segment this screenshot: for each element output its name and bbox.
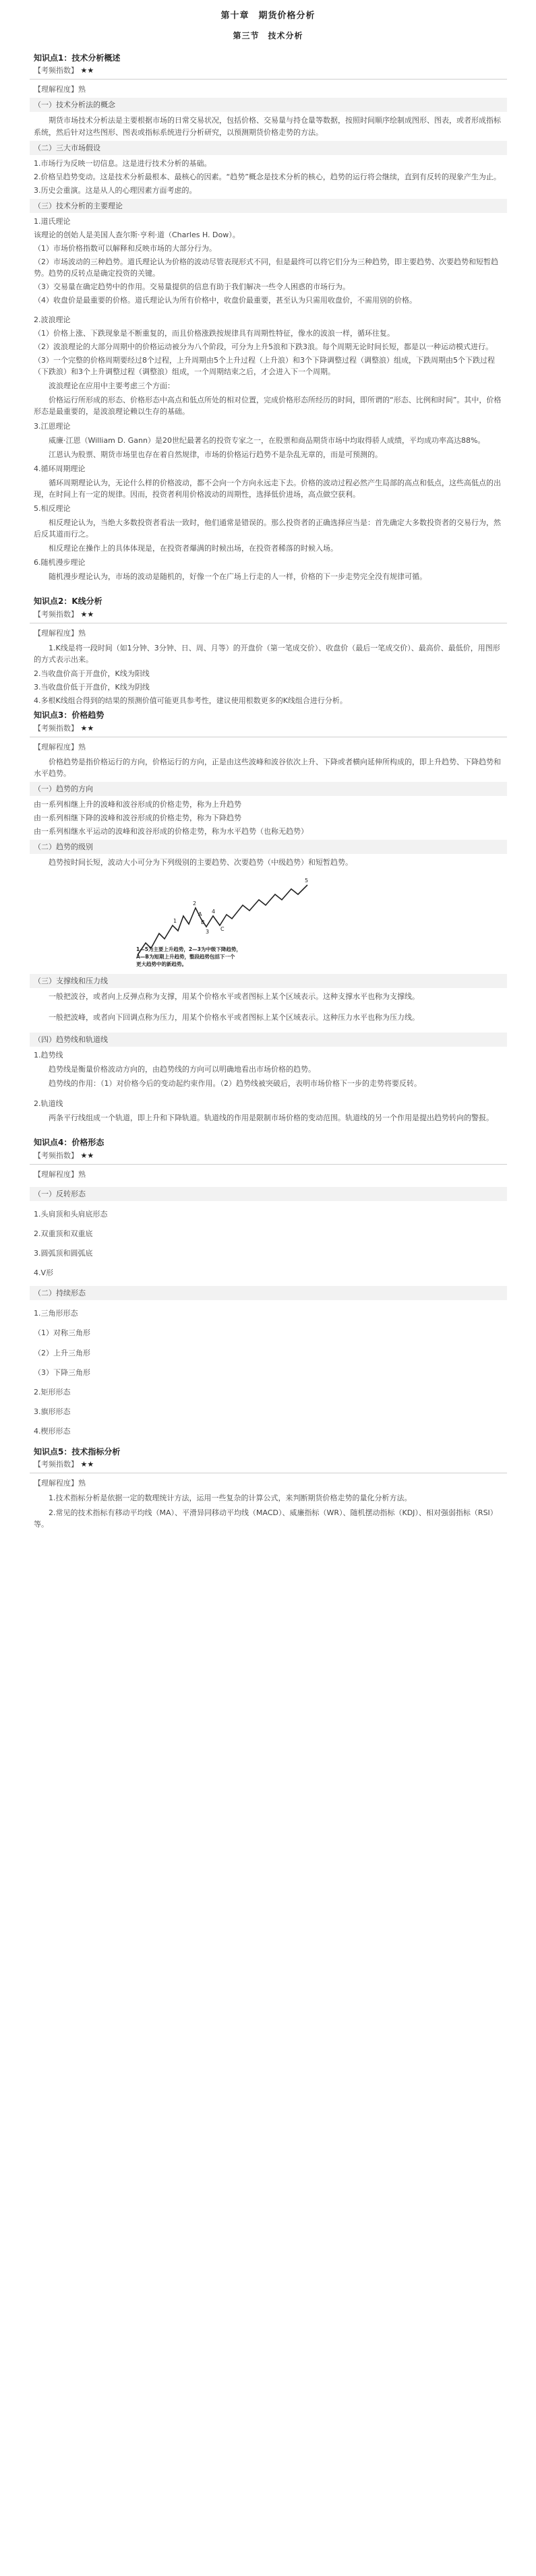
text-line: 4.循环周期理论 bbox=[34, 464, 86, 473]
star-rating: ★★ bbox=[80, 723, 94, 733]
text-line: 趋势线的作用：（1）对价格今后的变动起约束作用。（2）趋势线被突破后，表明市场价格下一步的走势将要反转。 bbox=[49, 1079, 421, 1088]
knowledge-point-body bbox=[30, 1492, 507, 1530]
text-line: 3.江恩理论 bbox=[34, 421, 71, 431]
text-line: 波浪理论在应用中主要考虑三个方面： bbox=[49, 381, 175, 391]
text-line: 2.常见的技术指标有移动平均线（MA）、平滑异同移动平均线（MACD）、威廉指标（WR）、随机摆动指标（KDJ）、相对强弱指标（RSI）等。 bbox=[34, 1508, 498, 1529]
text-line: 6.随机漫步理论 bbox=[34, 557, 86, 567]
text-line: 1.市场行为反映一切信息。这是进行技术分析的基础。 bbox=[34, 158, 212, 168]
exam-frequency bbox=[30, 1459, 507, 1470]
chapter-title: 第十章 期货价格分析 bbox=[220, 11, 316, 21]
knowledge-point-1 bbox=[30, 51, 507, 583]
knowledge-point-body bbox=[30, 974, 507, 1124]
divider bbox=[30, 79, 507, 80]
text-line: 3.旗形形态 bbox=[34, 1407, 71, 1416]
spacer bbox=[30, 1025, 507, 1031]
text-line: （3）下降三角形 bbox=[34, 1368, 90, 1377]
knowledge-point-title: 知识点5：技术指标分析 bbox=[34, 1446, 121, 1456]
text-line: 期货市场技术分析法是主要根据市场的日常交易状况，包括价格、交易量与持仓量等数据，按照时间顺序绘制成图形、图表，或者形成指标系统，然后针对这些图形、图表或指标系统进行分析研究，以预测期货价格走势的方法。 bbox=[34, 116, 501, 137]
subsection-heading: （一）反转形态 bbox=[30, 1187, 507, 1201]
spacer bbox=[30, 1004, 507, 1010]
text-line: 由一系列相继上升的波峰和波谷形成的价格走势，称为上升趋势 bbox=[34, 799, 241, 809]
text-line: （2）波浪理论的大部分周期中的价格运动被分为八个阶段，可分为上升5浪和下跌3浪。每个周期无论时间长短，都是以一种运动模式进行。 bbox=[34, 342, 493, 352]
knowledge-point-title: 知识点4：价格形态 bbox=[34, 1138, 105, 1148]
subsection-heading: （三）支撑线和压力线 bbox=[30, 974, 507, 988]
text-line: 由一系列相继水平运动的波峰和波谷形成的价格走势，称为水平趋势（也称无趋势） bbox=[34, 826, 308, 836]
text-line: 相反理论认为，当绝大多数投资者看法一致时，他们通常是错误的。那么投资者的正确选择应当是：首先确定大多数投资者的交易行为，然后反其道而行之。 bbox=[34, 518, 501, 539]
knowledge-point-title: 知识点3：价格趋势 bbox=[34, 710, 105, 720]
text-line: 3.圆弧顶和圆弧底 bbox=[34, 1249, 93, 1258]
text-line: 1.技术指标分析是依据一定的数理统计方法，运用一些复杂的计算公式，来判断期货价格走势的量化分析方法。 bbox=[49, 1494, 412, 1503]
knowledge-point-body bbox=[30, 98, 507, 583]
text-line: 2.双重顶和双重底 bbox=[34, 1229, 93, 1239]
mastery-level: 【理解程度】熟 bbox=[34, 742, 86, 752]
text-line: 4.多根K线组合得到的结果的预测价值可能更具参考性，建议使用根数更多的K线组合进行分析。 bbox=[34, 696, 347, 705]
text-line: 江恩认为股票、期货市场里也存在着自然规律，市场的价格运行趋势不是杂乱无章的，而是可预测的。 bbox=[49, 450, 382, 459]
subsection-heading: （四）趋势线和轨道线 bbox=[30, 1033, 507, 1047]
text-line: （2）市场波动的三种趋势。道氏理论认为价格的波动尽管表现形式不同，但是最终可以将它们分为三种趋势，即主要趋势、次要趋势和短暂趋势。趋势的反转点是确定投资的关键。 bbox=[34, 257, 498, 278]
knowledge-point-body bbox=[30, 756, 507, 869]
mastery-level: 【理解程度】熟 bbox=[34, 628, 86, 638]
text-line: 威廉·江恩（William D. Gann）是20世纪最著名的投资专家之一，在股票和商品期货市场中均取得骄人成绩，平均成功率高达88%。 bbox=[49, 435, 485, 445]
knowledge-point-body bbox=[30, 642, 507, 707]
mastery-level: 【理解程度】熟 bbox=[34, 1170, 86, 1179]
text-line: （1）价格上涨、下跌现象是不断重复的，而且价格涨跌按规律具有周期性特征，像水的波浪一样，循环往复。 bbox=[34, 329, 394, 338]
mastery-level: 【理解程度】熟 bbox=[34, 1479, 86, 1488]
text-line: 2.轨道线 bbox=[34, 1099, 63, 1109]
text-line: 3.当收盘价低于开盘价，K线为阴线 bbox=[34, 682, 150, 692]
exam-frequency bbox=[30, 1150, 507, 1161]
text-line: 该理论的创始人是美国人查尔斯·亨利·道（Charles H. Dow）。 bbox=[34, 230, 240, 239]
text-line: 1.头肩顶和头肩底形态 bbox=[34, 1210, 108, 1219]
spacer bbox=[30, 307, 507, 313]
spacer bbox=[30, 1091, 507, 1097]
subsection-heading: （二）三大市场假设 bbox=[30, 141, 507, 155]
text-line: 2.波浪理论 bbox=[34, 315, 71, 325]
text-line: 相反理论在操作上的具体体现是，在投资者爆满的时候出场，在投资者稀落的时候入场。 bbox=[49, 543, 338, 553]
knowledge-point-5 bbox=[30, 1444, 507, 1531]
exam-frequency bbox=[30, 609, 507, 620]
text-line: 循环周期理论认为，无论什么样的价格波动，都不会向一个方向永远走下去。价格的波动过程必然产生局部的高点和低点，这些高低点的出现，在时间上有一定的规律。因而，投资者利用价格波动的周期性，选择低价进场，高点做空获利。 bbox=[34, 478, 501, 499]
wave-label-1: 1 bbox=[173, 918, 177, 925]
text-line: （2）上升三角形 bbox=[34, 1348, 90, 1357]
exam-frequency bbox=[30, 723, 507, 734]
text-line: 1.K线是将一段时间（如1分钟、3分钟、日、周、月等）的开盘价（第一笔成交价）、收盘价（最后一笔成交价）、最高价、最低价，用图形的方式表示出来。 bbox=[34, 643, 500, 664]
text-line: 4.楔形形态 bbox=[34, 1426, 71, 1436]
knowledge-point-title: 知识点2：K线分析 bbox=[34, 596, 102, 607]
trend-wave-diagram bbox=[131, 876, 374, 970]
diagram-caption-line: 更大趋势中的新趋势。 bbox=[136, 961, 187, 968]
divider bbox=[30, 1164, 507, 1165]
wave-label-3: 3 bbox=[206, 929, 210, 936]
text-line: （3）交易量在确定趋势中的作用。交易量提供的信息有助于我们解决一些令人困惑的市场行为。 bbox=[34, 282, 350, 292]
exam-frequency-label: 【考频指数】 bbox=[34, 723, 78, 733]
knowledge-point-title: 知识点1：技术分析概述 bbox=[34, 53, 121, 63]
text-line: （1）对称三角形 bbox=[34, 1328, 90, 1338]
star-rating: ★★ bbox=[80, 66, 94, 75]
knowledge-point-2 bbox=[30, 594, 507, 707]
text-line: 一般把波谷，或者向上反弹点称为支撑，用某个价格水平或者图标上某个区域表示。这种支撑水平也称为支撑线。 bbox=[49, 992, 419, 1002]
wave-label-2: 2 bbox=[193, 900, 197, 907]
text-line: 1.三角形形态 bbox=[34, 1309, 78, 1318]
wave-chart bbox=[131, 876, 374, 970]
star-rating: ★★ bbox=[80, 1151, 94, 1161]
subsection-heading: （二）趋势的级别 bbox=[30, 840, 507, 854]
knowledge-point-4 bbox=[30, 1135, 507, 1437]
star-rating: ★★ bbox=[80, 609, 94, 619]
text-line: （1）市场价格指数可以解释和反映市场的大部分行为。 bbox=[34, 243, 216, 253]
text-line: 趋势线是衡量价格波动方向的，由趋势线的方向可以明确地看出市场价格的趋势。 bbox=[49, 1065, 316, 1074]
text-line: 2.矩形形态 bbox=[34, 1387, 71, 1397]
subsection-heading: （一）趋势的方向 bbox=[30, 782, 507, 796]
text-line: 2.价格呈趋势变动。这是技术分析最根本、最核心的因素。“趋势”概念是技术分析的核心，趋势的运行将会继续，直到有反转的现象产生为止。 bbox=[34, 172, 501, 181]
subsection-heading: （二）持续形态 bbox=[30, 1286, 507, 1300]
exam-frequency bbox=[30, 65, 507, 76]
diagram-caption-line: 1—5为主要上升趋势，2—3为中级下降趋势， bbox=[136, 946, 241, 953]
text-line: 4.V形 bbox=[34, 1268, 54, 1278]
text-line: 随机漫步理论认为，市场的波动是随机的，好像一个在广场上行走的人一样，价格的下一步走势完全没有规律可循。 bbox=[49, 572, 427, 582]
subsection-heading: （一）技术分析法的概念 bbox=[30, 98, 507, 112]
subsection-heading: （三）技术分析的主要理论 bbox=[30, 199, 507, 213]
exam-frequency-label: 【考频指数】 bbox=[34, 66, 78, 75]
section-title: 第三节 技术分析 bbox=[233, 31, 303, 41]
wave-label-4: 4 bbox=[212, 909, 216, 915]
text-line: 价格运行所形成的形态、价格形态中高点和低点所处的相对位置，完成价格形态所经历的时间，即所谓的“形态、比例和时间”。其中，价格形态是最重要的，是波浪理论赖以生存的基础。 bbox=[34, 396, 502, 417]
wave-line bbox=[138, 885, 307, 955]
diagram-caption-line: A—B为短期上升趋势，整段趋势包括下一个 bbox=[136, 954, 235, 960]
exam-frequency-label: 【考频指数】 bbox=[34, 1460, 78, 1469]
wave-label-b: B bbox=[201, 919, 205, 926]
knowledge-point-3 bbox=[30, 708, 507, 1124]
knowledge-point-body bbox=[30, 1187, 507, 1438]
text-line: 一般把波峰，或者向下回调点称为压力，用某个价格水平或者图标上某个区域表示。这种压力水平也称为压力线。 bbox=[49, 1013, 419, 1022]
text-line: 1.道氏理论 bbox=[34, 216, 71, 226]
text-line: 3.历史会重演。这是从人的心理因素方面考虑的。 bbox=[34, 185, 197, 195]
text-line: 5.相反理论 bbox=[34, 503, 71, 513]
text-line: 价格趋势是指价格运行的方向，价格运行的方向，正是由这些波峰和波谷依次上升、下降或者横向延伸所构成的，即上升趋势、下降趋势和水平趋势。 bbox=[34, 757, 501, 778]
exam-frequency-label: 【考频指数】 bbox=[34, 609, 78, 619]
wave-label-a: A bbox=[198, 911, 202, 918]
mastery-level: 【理解程度】熟 bbox=[34, 85, 86, 94]
text-line: 趋势按时间长短，波动大小可分为下列级别的主要趋势、次要趋势（中级趋势）和短暂趋势。 bbox=[49, 858, 353, 867]
wave-label-5: 5 bbox=[305, 878, 309, 884]
text-line: 2.当收盘价高于开盘价，K线为阳线 bbox=[34, 669, 150, 678]
text-line: （3）一个完整的价格周期要经过8个过程，上升周期由5个上升过程（上升浪）和3个下降调整过程（调整浪）组成，下跌周期由5个下跌过程（下跌浪）和3个上升调整过程（调整浪）组成，一个周期结束之后，才会进入下一个周期。 bbox=[34, 356, 495, 377]
text-line: 两条平行线组成一个轨道，即上升和下降轨道。轨道线的作用是限制市场价格的变动范围。轨道线的另一个作用是提出趋势转向的警报。 bbox=[49, 1113, 494, 1123]
wave-label-c: C bbox=[220, 926, 225, 933]
exam-frequency-label: 【考频指数】 bbox=[34, 1151, 78, 1161]
text-line: （4）收盘价是最重要的价格。道氏理论认为所有价格中，收盘价最重要，甚至认为只需用收盘价，不需用别的价格。 bbox=[34, 296, 417, 305]
text-line: 由一系列相继下降的波峰和波谷形成的价格走势，称为下降趋势 bbox=[34, 813, 241, 822]
text-line: 1.趋势线 bbox=[34, 1051, 63, 1060]
star-rating: ★★ bbox=[80, 1460, 94, 1469]
